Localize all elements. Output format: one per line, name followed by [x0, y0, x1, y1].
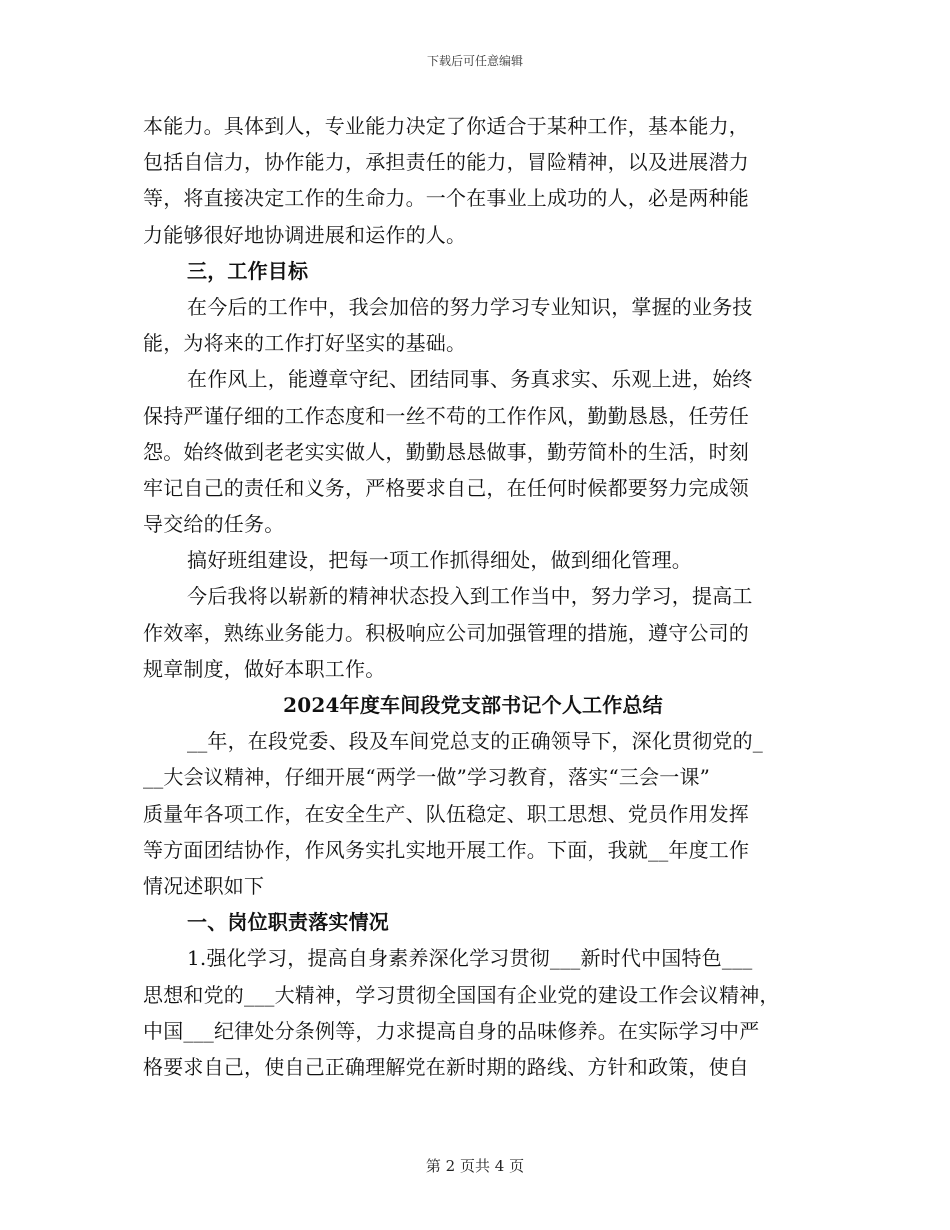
- paragraph-line: 本能力。具体到人，专业能力决定了你适合于某种工作，基本能力，: [143, 114, 749, 138]
- paragraph-line: 1.强化学习，提高自身素养深化学习贯彻___新时代中国特色___: [187, 946, 753, 971]
- paragraph-line: 作效率，熟练业务能力。积极响应公司加强管理的措施，遵守公司的: [143, 620, 749, 645]
- paragraph-line: 等，将直接决定工作的生命力。一个在事业上成功的人，必是两种能: [143, 186, 749, 211]
- page-header: 下载后可任意编辑: [426, 54, 523, 68]
- paragraph-line: 怨。始终做到老老实实做人，勤勤恳恳做事，勤劳简朴的生活，时刻: [143, 439, 749, 464]
- document-title: 2024年度车间段党支部书记个人工作总结: [283, 693, 663, 717]
- paragraph-line: 包括自信力，协作能力，承担责任的能力，冒险精神，以及进展潜力: [143, 150, 749, 175]
- paragraph-line: 保持严谨仔细的工作态度和一丝不苟的工作作风，勤勤恳恳，任劳任: [143, 403, 749, 428]
- paragraph-line: __大会议精神，仔细开展“两学一做”学习教育，落实“三会一课”: [143, 765, 711, 790]
- paragraph-line: 情况述职如下: [143, 873, 265, 898]
- paragraph-line: 导交给的任务。: [143, 512, 285, 537]
- paragraph-line: 能，为将来的工作打好坚实的基础。: [143, 331, 467, 356]
- section-heading: 一、岗位职责落实情况: [187, 910, 389, 935]
- paragraph-line: 牢记自己的责任和义务，严格要求自己，在任何时候都要努力完成领: [143, 475, 749, 500]
- paragraph-line: 力能够很好地协调进展和运作的人。: [143, 222, 467, 247]
- document-body: [143, 108, 803, 1085]
- paragraph-line: 规章制度，做好本职工作。: [143, 656, 386, 681]
- paragraph-line: 在作风上，能遵章守纪、团结同事、务真求实、乐观上进，始终: [187, 367, 753, 392]
- paragraph-line: 等方面团结协作，作风务实扎实地开展工作。下面，我就__年度工作: [143, 837, 750, 862]
- paragraph-line: 思想和党的___大精神，学习贯彻全国国有企业党的建设工作会议精神，: [143, 982, 780, 1007]
- paragraph-line: 中国___纪律处分条例等，力求提高自身的品味修养。在实际学习中严: [143, 1018, 760, 1043]
- page-number: 第 2 页共 4 页: [425, 1157, 525, 1175]
- paragraph-line: 搞好班组建设，把每一项工作抓得细处，做到细化管理。: [187, 548, 692, 573]
- paragraph-line: 质量年各项工作，在安全生产、队伍稳定、职工思想、党员作用发挥: [143, 801, 749, 826]
- paragraph-line: __年，在段党委、段及车间党总支的正确领导下，深化贯彻党的_: [187, 729, 763, 754]
- paragraph-line: 今后我将以崭新的精神状态投入到工作当中，努力学习，提高工: [187, 584, 753, 609]
- section-heading: 三，工作目标: [187, 258, 309, 283]
- paragraph-line: 在今后的工作中，我会加倍的努力学习专业知识，掌握的业务技: [187, 294, 753, 319]
- paragraph-line: 格要求自己，使自己正确理解党在新时期的路线、方针和政策，使自: [143, 1054, 749, 1079]
